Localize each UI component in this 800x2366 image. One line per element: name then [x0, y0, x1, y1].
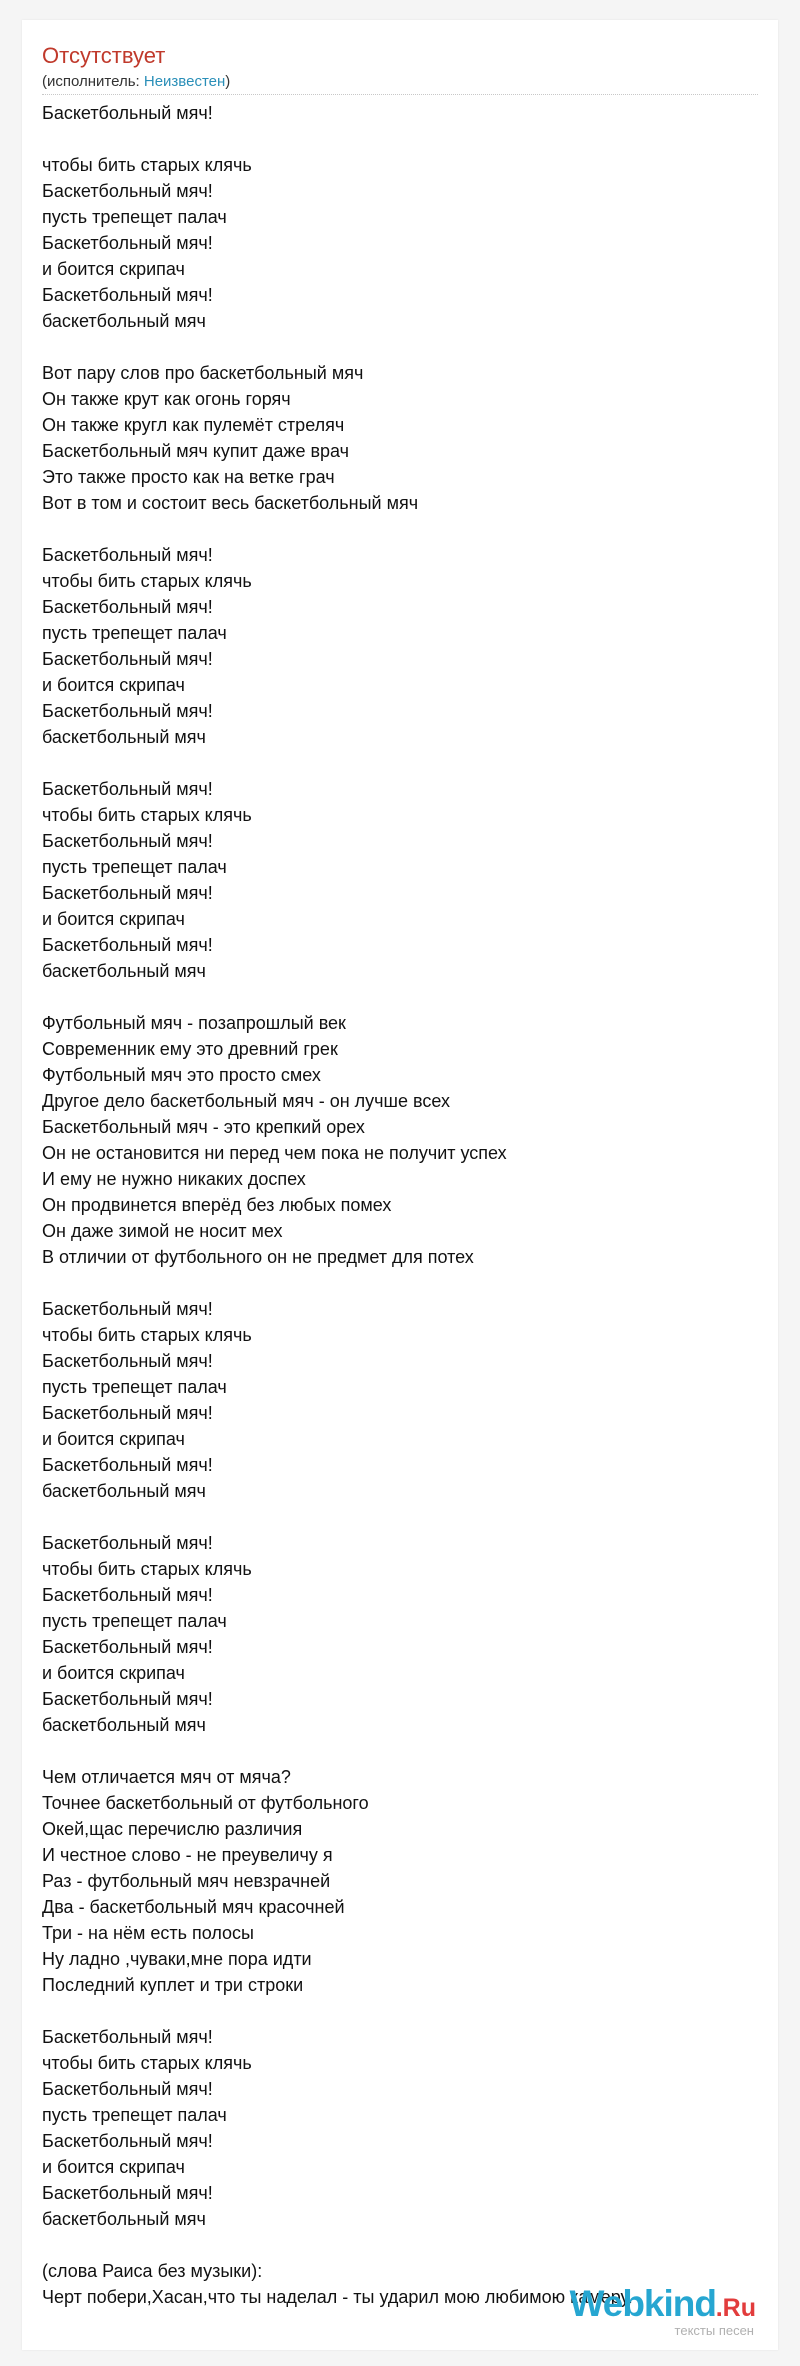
lyrics-text: Баскетбольный мяч! чтобы бить старых клячь Баскетбольный мяч! пусть трепещет палач Баскетбольный мяч! и боится скрипач Баскетбольный мяч! баскетбольный мяч Вот пару слов про баскетбольный мяч Он также крут как огонь горяч Он также кругл как пулемёт стреляч Баскетбольный мяч купит даже врач Это также просто как на ветке грач Вот в том и состоит весь баскетбольный мяч Баскетбольный мяч! чтобы бить старых клячь Баскетбольный мяч! пусть трепещет палач Баскетбольный мяч! и боится скрипач Баскетбольный мяч! баскетбольный мяч Баскетбольный мяч! чтобы бить старых клячь Баскетбольный мяч! пусть трепещет палач Баскетбольный мяч! и боится скрипач Баскетбольный мяч! баскетбольный мяч Футбольный мяч - позапрошлый век Современник ему это древний грек Футбольный мяч это просто смех Другое дело баскетбольный мяч - он лучше всех Баскетбольный мяч - это крепкий орех Он не остановится ни перед чем пока не получит успех И ему не нужно никаких доспех Он продвинется вперёд без любых помех Он даже зимой не носит мех В отличии от футбольного он не предмет для потех Баскетбольный мяч! чтобы бить старых клячь Баскетбольный мяч! пусть трепещет палач Баскетбольный мяч! и боится скрипач Баскетбольный мяч! баскетбольный мяч Баскетбольный мяч! чтобы бить старых клячь Баскетбольный мяч! пусть трепещет палач Баскетбольный мяч! и боится скрипач Баскетбольный мяч! баскетбольный мяч Чем отличается мяч от мяча? Точнее баскетбольный от футбольного Окей,щас перечислю различия И честное слово - не преувеличу я Раз - футбольный мяч невзрачней Два - баскетбольный мяч красочней Три - на нём есть полосы Ну ладно ,чуваки,мне пора идти Последний куплет и три строки Баскетбольный мяч! чтобы бить старых клячь Баскетбольный мяч! пусть трепещет палач Баскетбольный мяч! и боится скрипач Баскетбольный мяч! баскетбольный мяч (слова Раиса без музыки): Черт побери,Хасан,что ты наделал - ты ударил мою любимою камеру.: [42, 103, 633, 2307]
header-divider: [42, 94, 758, 95]
artist-prefix: (исполнитель:: [42, 73, 144, 90]
logo-tagline: тексты песен: [674, 2323, 754, 2338]
site-logo[interactable]: [556, 2284, 756, 2336]
lyrics-page: [22, 20, 778, 2350]
logo-tld: .Ru: [715, 2294, 756, 2322]
artist-link[interactable]: Неизвестен: [143, 73, 226, 90]
logo-word: Webkind: [569, 2283, 716, 2324]
artist-line: [42, 72, 230, 92]
song-title: Отсутствует: [42, 43, 166, 68]
artist-suffix: ): [225, 73, 231, 90]
